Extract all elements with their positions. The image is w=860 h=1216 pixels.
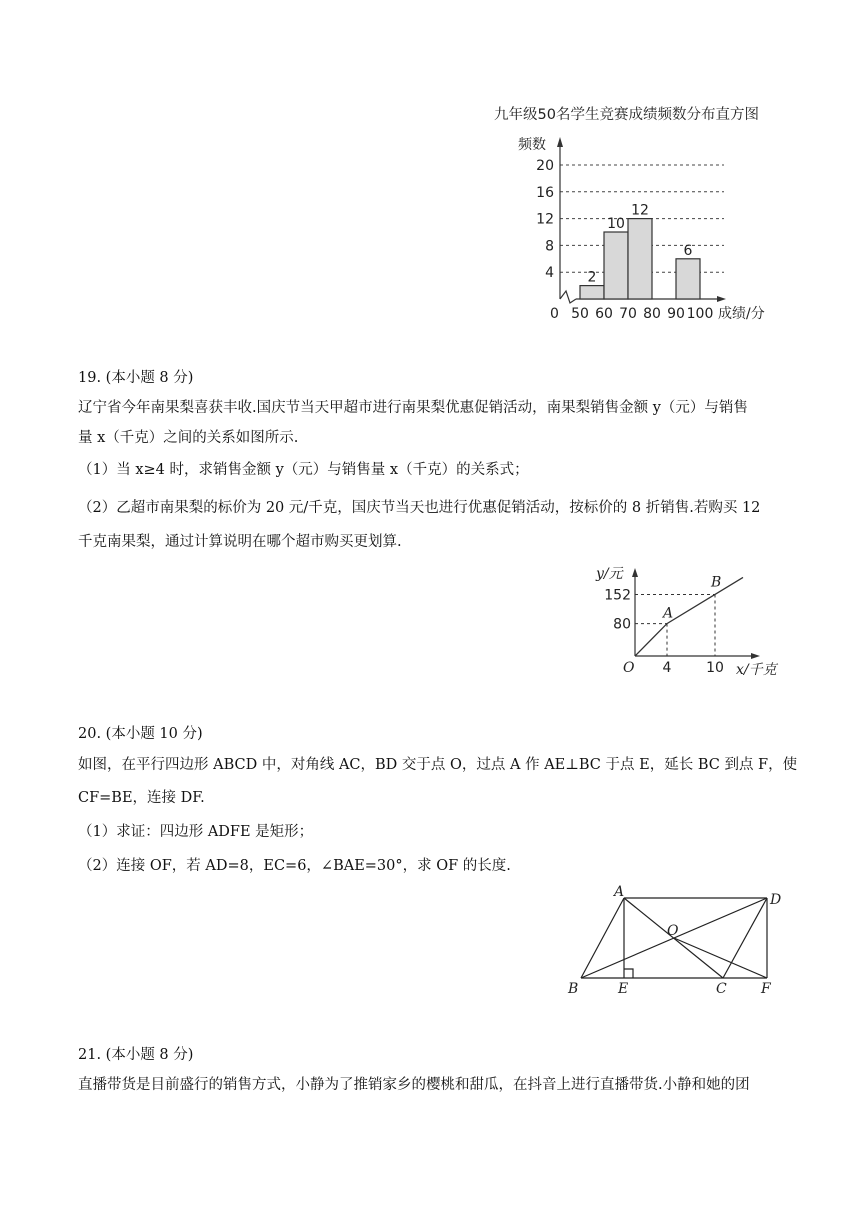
histogram-axis-break — [560, 291, 576, 303]
histogram-chart — [480, 95, 810, 330]
histogram-bar-value-label: 12 — [631, 202, 649, 219]
q19-graph-line — [635, 577, 743, 656]
q19-graph-y-tick-152: 152 — [604, 587, 631, 604]
histogram-bar — [628, 219, 652, 299]
q19-graph-y-tick-80: 80 — [613, 616, 631, 633]
q19-line-2: 量 x（千克）之间的关系如图所示. — [78, 430, 299, 446]
q19-graph-x-axis-arrow — [751, 653, 760, 659]
histogram-x-tick-label: 60 — [595, 306, 613, 322]
histogram-bar — [676, 259, 700, 299]
q19-line-5: 千克南果梨，通过计算说明在哪个超市购买更划算. — [78, 534, 402, 550]
histogram-y-axis-label: 频数 — [518, 137, 546, 153]
q20-line-1: 如图，在平行四边形 ABCD 中，对角线 AC，BD 交于点 O，过点 A 作 AE⊥BC 于点 E，延长 BC 到点 F，使 — [78, 757, 798, 773]
histogram-bar-value-label: 10 — [607, 216, 625, 232]
histogram-x-axis-label: 成绩/分 — [718, 306, 765, 322]
q19-heading: 19. (本小题 8 分) — [78, 370, 194, 386]
q19-graph-point-b: B — [711, 574, 722, 591]
histogram-x-tick-label: 50 — [571, 306, 589, 322]
q20-label-d: D — [770, 892, 782, 908]
q19-line-1: 辽宁省今年南果梨喜获丰收.国庆节当天甲超市进行南果梨优惠促销活动，南果梨销售金额 y（元）与销售 — [78, 400, 748, 416]
q19-graph-y-axis-arrow — [632, 568, 638, 577]
q19-graph-x-tick-4: 4 — [662, 660, 672, 676]
q19-graph-point-a: A — [663, 605, 674, 622]
histogram-bar — [580, 286, 604, 299]
histogram-x-tick-label: 70 — [619, 306, 637, 322]
histogram-y-tick-label: 4 — [545, 265, 554, 282]
histogram-y-axis-arrow — [557, 137, 563, 147]
histogram-bar-value-label: 6 — [683, 242, 693, 259]
q19-line-4: （2）乙超市南果梨的标价为 20 元/千克，国庆节当天也进行优惠促销活动，按标价的 8 折销售.若购买 12 — [78, 500, 761, 516]
q19-graph-x-label: x/千克 — [736, 662, 777, 678]
q19-graph-origin: O — [623, 660, 635, 676]
histogram-origin-label: 0 — [550, 306, 559, 322]
q20-line-2: CF=BE，连接 DF. — [78, 790, 205, 806]
histogram-bar — [604, 232, 628, 299]
histogram-y-tick-label: 16 — [536, 184, 554, 201]
histogram-x-axis-arrow — [717, 296, 726, 302]
q20-geometry-figure — [560, 880, 790, 1000]
q20-label-a: A — [614, 884, 625, 900]
q20-line-4: （2）连接 OF，若 AD=8，EC=6，∠BAE=30°，求 OF 的长度. — [78, 858, 511, 874]
histogram-title: 九年级50名学生竞赛成绩频数分布直方图 — [494, 107, 759, 123]
histogram-x-tick-label: 90 — [667, 306, 685, 322]
q20-segment-ab — [581, 898, 624, 978]
q19-line-3: （1）当 x≥4 时，求销售金额 y（元）与销售量 x（千克）的关系式； — [78, 462, 529, 478]
q20-label-e: E — [618, 981, 629, 997]
q19-line-graph — [590, 560, 790, 680]
histogram-y-tick-label: 20 — [536, 158, 554, 174]
q20-segment-of — [674, 938, 767, 978]
q20-heading: 20. (本小题 10 分) — [78, 726, 203, 742]
q20-right-angle-mark — [624, 969, 633, 978]
histogram-x-tick-label: 80 — [643, 306, 661, 322]
histogram-y-tick-label: 8 — [545, 238, 554, 255]
q20-label-b: B — [568, 981, 579, 997]
q21-line-1: 直播带货是目前盛行的销售方式，小静为了推销家乡的樱桃和甜瓜，在抖音上进行直播带货.小静和她的团 — [78, 1077, 750, 1093]
q20-segment-dc — [723, 898, 767, 978]
histogram-x-tick-label: 100 — [686, 306, 714, 322]
q19-graph-x-tick-10: 10 — [706, 660, 724, 676]
q20-line-3: （1）求证：四边形 ADFE 是矩形； — [78, 824, 314, 840]
histogram-bar-value-label: 2 — [587, 269, 597, 286]
histogram-y-tick-label: 12 — [536, 211, 554, 228]
q20-label-o: O — [667, 923, 679, 939]
q20-label-f: F — [761, 981, 771, 997]
q21-heading: 21. (本小题 8 分) — [78, 1047, 194, 1063]
q19-graph-y-label: y/元 — [596, 566, 623, 582]
q20-label-c: C — [716, 981, 727, 997]
